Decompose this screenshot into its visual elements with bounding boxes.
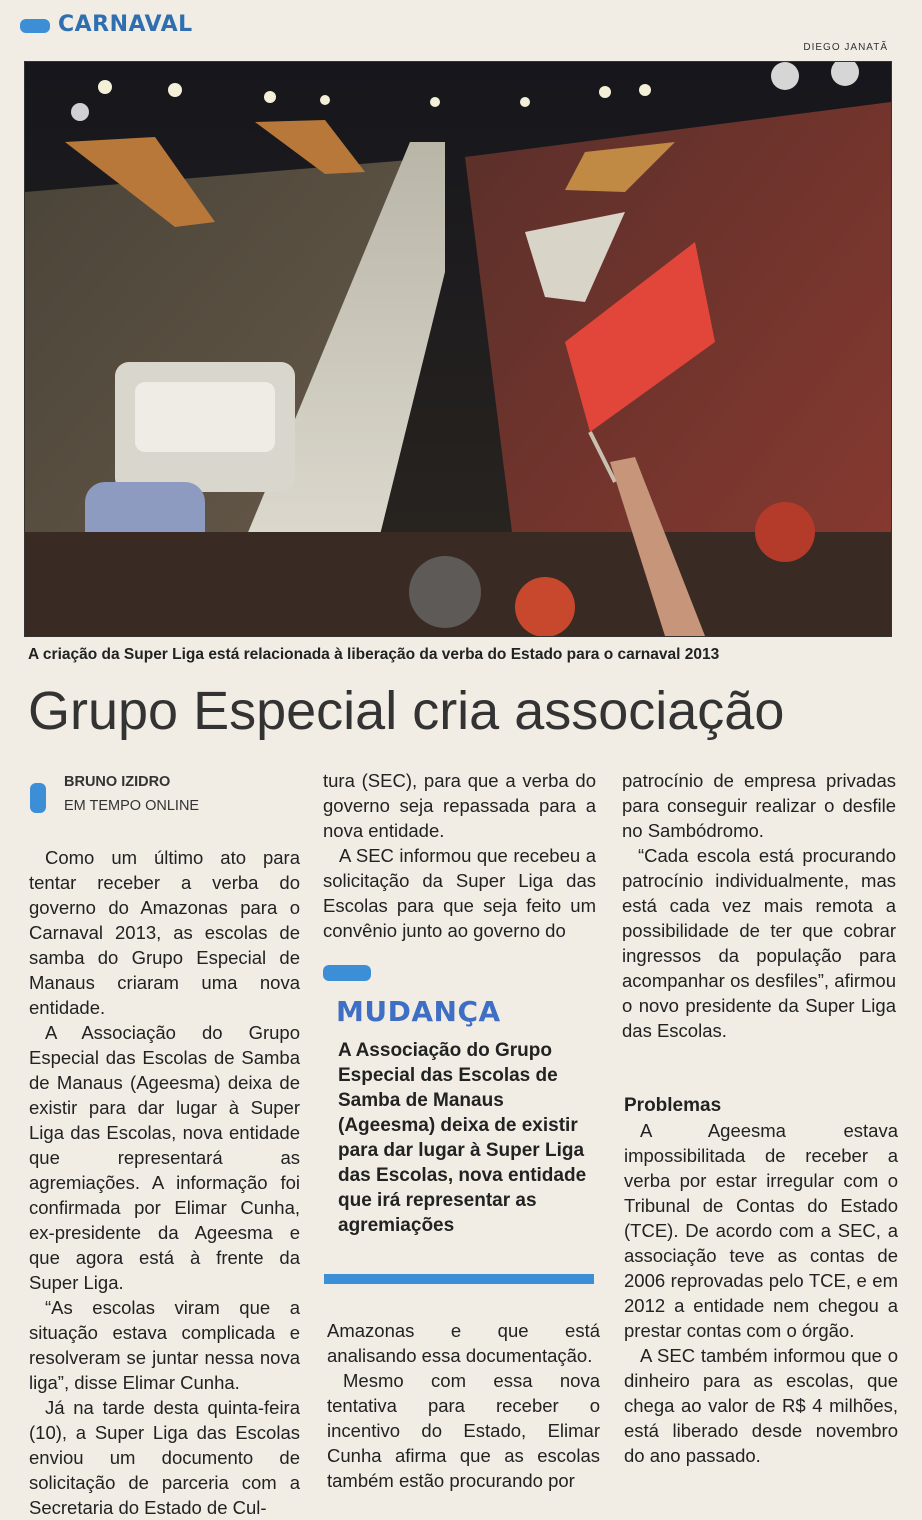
section-title: CARNAVAL — [58, 12, 193, 37]
paragraph: “Cada escola está procurando patrocínio individualmente, mas está cada vez mais remota a possibilidade de ter que cobrar ingressos da população para acompanhar os desfiles”, afirmou o novo presidente da Super Liga das Escolas. — [622, 845, 896, 1041]
article-column-3-top — [622, 768, 896, 1043]
paragraph: patrocínio de empresa privadas para conseguir realizar o desfile no Sambódromo. — [622, 770, 896, 841]
article-column-3-bottom — [624, 1093, 898, 1468]
section-tab — [20, 19, 50, 33]
pullquote-title: MUDANÇA — [336, 995, 501, 1028]
carnival-photo — [24, 61, 892, 637]
paragraph: Já na tarde desta quinta-feira (10), a Super Liga das Escolas enviou um documento de solicitação de parceria com a Secretaria do Estado de Cul- — [29, 1397, 300, 1518]
paragraph: Amazonas e que está analisando essa documentação. — [327, 1320, 600, 1366]
paragraph: A Associação do Grupo Especial das Escolas de Samba de Manaus (Ageesma) deixa de existir para dar lugar à Super Liga das Escolas, nova entidade que representará as agremiações. A informação foi confirmada por Elimar Cunha, ex-presidente da Ageesma e que agora está à frente da Super Liga. — [29, 1022, 300, 1293]
pullquote-text: A Associação do Grupo Especial das Escolas de Samba de Manaus (Ageesma) deixa de existir para dar lugar à Super Liga das Escolas, nova entidade que irá representar as agremiações — [338, 1040, 587, 1236]
subhead: Problemas — [624, 1095, 722, 1116]
paragraph: tura (SEC), para que a verba do governo seja repassada para a nova entidade. — [323, 770, 596, 841]
paragraph: A SEC também informou que o dinheiro para as escolas, que chega ao valor de R$ 4 milhões, está liberado desde novembro do ano passado. — [624, 1345, 898, 1466]
sambodromo-illustration — [25, 62, 891, 636]
byline-tab — [30, 783, 46, 813]
article-column-1 — [29, 845, 300, 1520]
pullquote-tab — [323, 965, 371, 981]
byline-source: EM TEMPO ONLINE — [64, 798, 200, 814]
headline: Grupo Especial cria associação — [28, 681, 785, 741]
paragraph: Mesmo com essa nova tentativa para receber o incentivo do Estado, Elimar Cunha afirma que as escolas também estão procurando por — [327, 1370, 600, 1491]
paragraph: Como um último ato para tentar receber a verba do governo do Amazonas para o Carnaval 2013, as escolas de samba do Grupo Especial de Manaus criaram uma nova entidade. — [29, 847, 300, 1018]
paragraph: A SEC informou que recebeu a solicitação da Super Liga das Escolas para que seja feito um convênio junto ao governo do — [323, 845, 596, 941]
article-column-2-top — [323, 768, 596, 943]
paragraph: “As escolas viram que a situação estava complicada e resolveram se juntar nessa nova liga”, disse Elimar Cunha. — [29, 1297, 300, 1393]
pullquote-bar — [324, 1274, 594, 1284]
photo-credit: DIEGO JANATÃ — [803, 42, 888, 53]
photo-caption: A criação da Super Liga está relacionada à liberação da verba do Estado para o carnaval 2013 — [28, 646, 720, 663]
byline-author: BRUNO IZIDRO — [64, 774, 171, 790]
paragraph: A Ageesma estava impossibilitada de receber a verba por estar irregular com o Tribunal de Contas do Estado (TCE). De acordo com a SEC, a associação teve as contas de 2006 reprovadas pelo TCE, e em 2012 a entidade nem chegou a prestar contas com o órgão. — [624, 1120, 898, 1341]
article-column-2-bottom — [327, 1318, 600, 1493]
